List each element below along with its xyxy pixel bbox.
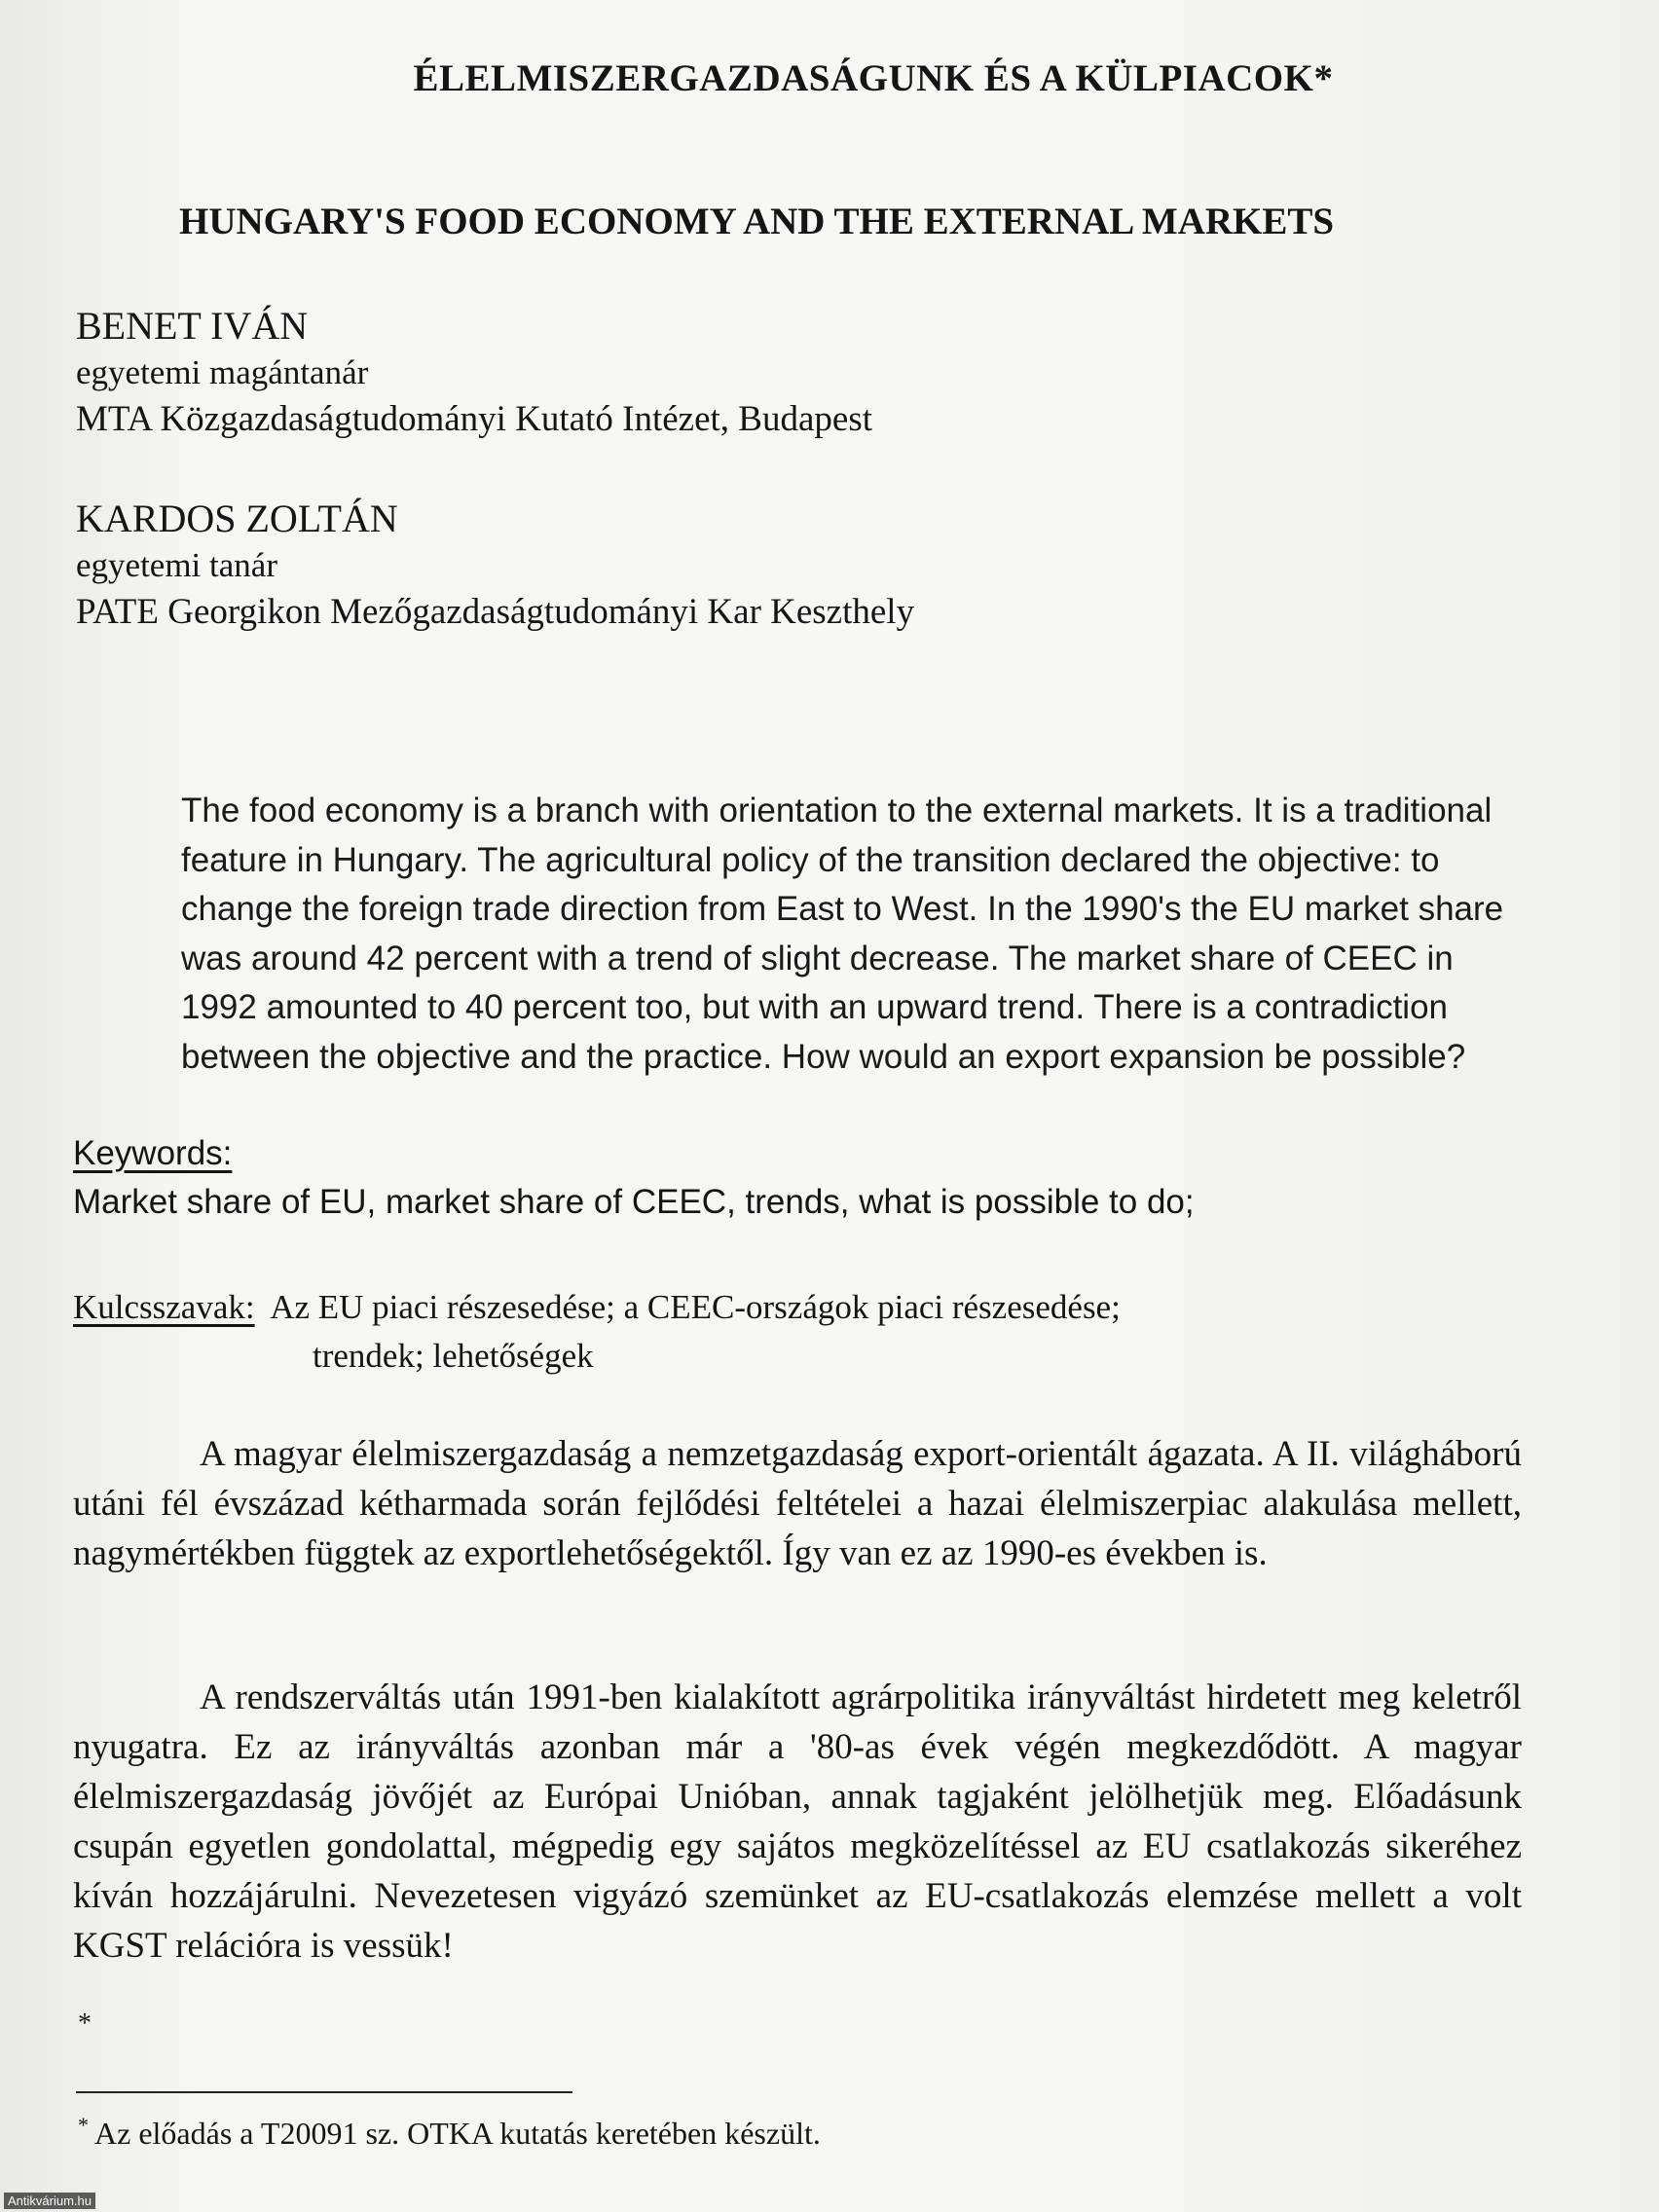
kulcsszavak-line2: trendek; lehetőségek (313, 1337, 594, 1375)
watermark: Antikvárium.hu (4, 2193, 95, 2209)
page-title: ÉLELMISZERGAZDASÁGUNK ÉS A KÜLPIACOK* (413, 57, 1334, 99)
hungarian-keywords (73, 1283, 1121, 1375)
author-institution: MTA Közgazdaságtudományi Kutató Intézet, Budapest (76, 399, 873, 439)
author-institution: PATE Georgikon Mezőgazdaságtudományi Kar Keszthely (76, 592, 915, 632)
footnote-mark: * (78, 2113, 89, 2137)
english-subtitle: HUNGARY'S FOOD ECONOMY AND THE EXTERNAL MARKETS (179, 201, 1335, 242)
footnote-divider (76, 2091, 572, 2093)
author-name: BENET IVÁN (76, 304, 309, 348)
author-name: KARDOS ZOLTÁN (76, 497, 398, 540)
keywords-label: Keywords: (73, 1134, 233, 1172)
author-role: egyetemi magántanár (76, 353, 369, 391)
author-role: egyetemi tanár (76, 546, 277, 584)
kulcsszavak-line1: Az EU piaci részesedése; a CEEC-országok piaci részesedése; (270, 1288, 1121, 1326)
kulcsszavak-label: Kulcsszavak: (73, 1288, 255, 1326)
author-block-2 (76, 495, 914, 637)
keywords-text: Market share of EU, market share of CEEC, trends, what is possible to do; (73, 1183, 1195, 1221)
footnote-text: Az előadás a T20091 sz. OTKA kutatás keretében készült. (94, 2116, 821, 2151)
footnote-marker: * (78, 2009, 92, 2039)
abstract-text: The food economy is a branch with orientation to the external markets. It is a traditional feature in Hungary. The agricultural policy of the transition declared the objective: to change the foreign trade direction from East to West. In the 1990's the EU market share was around 42 percent with a trend of slight decrease. The market share of CEEC in 1992 amounted to 40 percent too, but with an upward trend. There is a contradiction between the objective and the practice. How would an export expansion be possible? (181, 792, 1504, 1076)
body-paragraph-1: A magyar élelmiszergazdaság a nemzetgazdaság export-orientált ágazata. A II. világháború utáni fél évszázad kétharmada során fejlődési feltételei a hazai élelmiszerpiac alakulása mellett, nagymértékben függtek az exportlehetőségektől. Így van ez az 1990-es években is. (73, 1434, 1522, 1573)
author-block-1 (76, 302, 872, 444)
footnote (78, 2113, 821, 2152)
body-paragraph-2: A rendszerváltás után 1991-ben kialakított agrárpolitika irányváltást hirdetett meg keletről nyugatra. Ez az irányváltás azonban már a '80-as évek végén megkezdődött. A magyar élelmiszergazdaság jövőjét az Európai Unióban, annak tagjaként jelölhetjük meg. Előadásunk csupán egyetlen gondolattal, mégpedig egy sajátos megközelítéssel az EU csatlakozás sikeréhez kíván hozzájárulni. Nevezetesen vigyázó szemünket az EU-csatlakozás elemzése mellett a volt KGST relációra is vessük! (73, 1677, 1522, 1966)
